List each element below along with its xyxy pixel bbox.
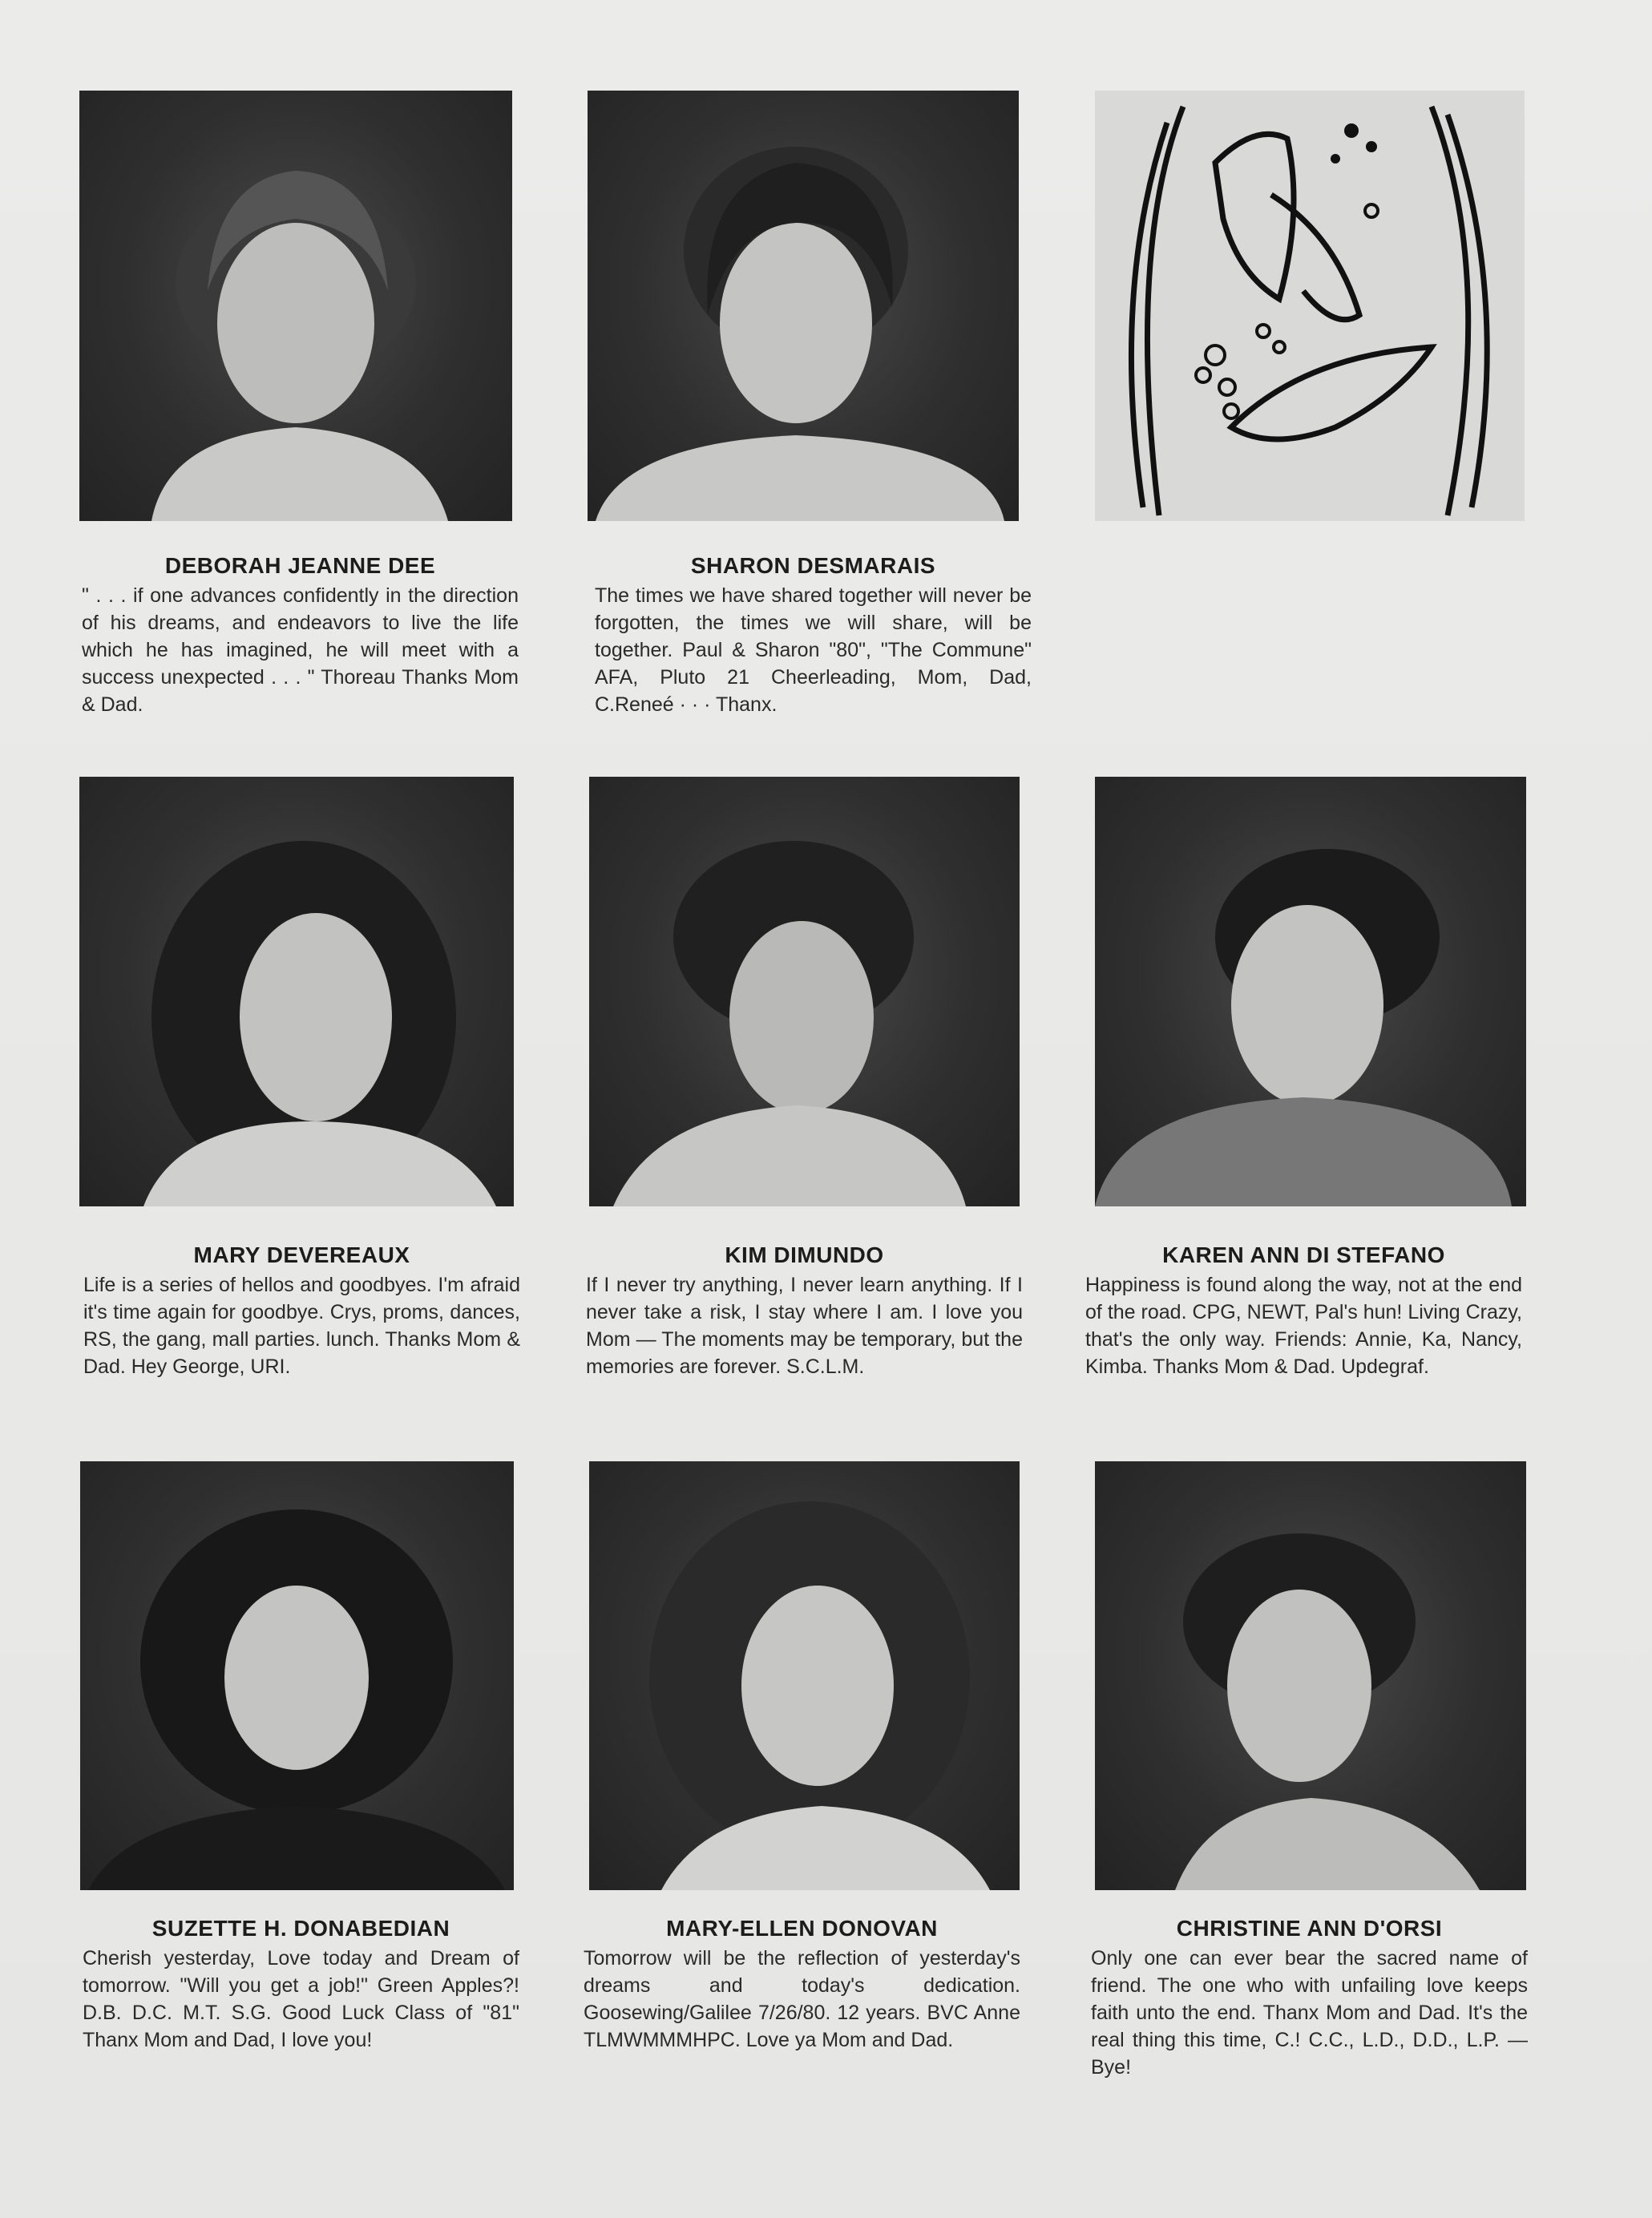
senior-name: SHARON DESMARAIS [690,553,936,578]
senior-quote: Tomorrow will be the reflection of yesterday's dreams and today's dedication. Goosewing/Galilee 7/26/80. 12 years. BVC Anne TLMWMMMHPC. Love ya Mom and Dad. [584,1947,1020,2051]
senior-photo-6 [80,1461,514,1890]
portrait-icon [589,1461,1020,1890]
senior-photo-4 [589,777,1020,1206]
senior-quote: Life is a series of hellos and goodbyes. I'm afraid it's time again for goodbye. Crys, proms, dances, RS, the gang, mall parties. lunch. Thanks Mom & Dad. Hey George, URI. [83,1274,520,1378]
fish-drawing-icon [1095,91,1525,521]
senior-quote: If I never try anything, I never learn anything. If I never take a risk, I stay where I am. I love you Mom — The moments may be temporary, but the memories are forever. S.C.L.M. [586,1274,1023,1378]
senior-photo-2 [588,91,1019,521]
senior-photo-7 [589,1461,1020,1890]
senior-name: KIM DIMUNDO [725,1242,884,1267]
senior-caption-7 [584,1916,1020,2054]
senior-caption-2 [595,553,1032,718]
senior-name: KAREN ANN DI STEFANO [1162,1242,1445,1267]
senior-caption-3 [83,1242,520,1380]
senior-photo-1 [79,91,512,521]
senior-caption-1 [82,553,519,718]
senior-quote: Only one can ever bear the sacred name of friend. The one who with unfailing love keeps faith unto the end. Thanx Mom and Dad. It's the real thing this time, C.! C.C., L.D., D.D., L.P. — Bye! [1091,1947,1528,2079]
senior-caption-8 [1091,1916,1528,2081]
fish-drawing [1095,91,1525,521]
senior-name: DEBORAH JEANNE DEE [164,553,436,578]
senior-quote: Happiness is found along the way, not at the end of the road. CPG, NEWT, Pal's hun! Living Crazy, that's the only way. Friends: Annie, Ka, Nancy, Kimba. Thanks Mom & Dad. Updegraf. [1085,1274,1522,1378]
portrait-icon [79,777,514,1206]
senior-photo-5 [1095,777,1526,1206]
portrait-icon [589,777,1020,1206]
senior-caption-4 [586,1242,1023,1380]
senior-name: MARY DEVEREAUX [193,1242,410,1267]
senior-quote: Cherish yesterday, Love today and Dream of tomorrow. "Will you get a job!" Green Apples?! D.B. D.C. M.T. S.G. Good Luck Class of "81" Thanx Mom and Dad, I love you! [83,1947,519,2051]
senior-photo-3 [79,777,514,1206]
portrait-icon [80,1461,514,1890]
portrait-icon [1095,1461,1526,1890]
senior-photo-8 [1095,1461,1526,1890]
portrait-icon [79,91,512,521]
senior-name: SUZETTE H. DONABEDIAN [151,1916,450,1941]
senior-quote: The times we have shared together will never be forgotten, the times we will share, will be together. Paul & Sharon "80", "The Commune" AFA, Pluto 21 Cheerleading, Mom, Dad, C.Reneé · · · Thanx. [595,584,1032,716]
portrait-icon [1095,777,1526,1206]
senior-caption-5 [1085,1242,1522,1380]
senior-name: MARY-ELLEN DONOVAN [666,1916,938,1941]
portrait-icon [588,91,1019,521]
senior-name: CHRISTINE ANN D'ORSI [1176,1916,1443,1941]
senior-quote: " . . . if one advances confidently in the direction of his dreams, and endeavors to live the life which he has imagined, he will meet with a success unexpected . . . " Thoreau Thanks Mom & Dad. [82,584,519,716]
senior-caption-6 [83,1916,519,2054]
